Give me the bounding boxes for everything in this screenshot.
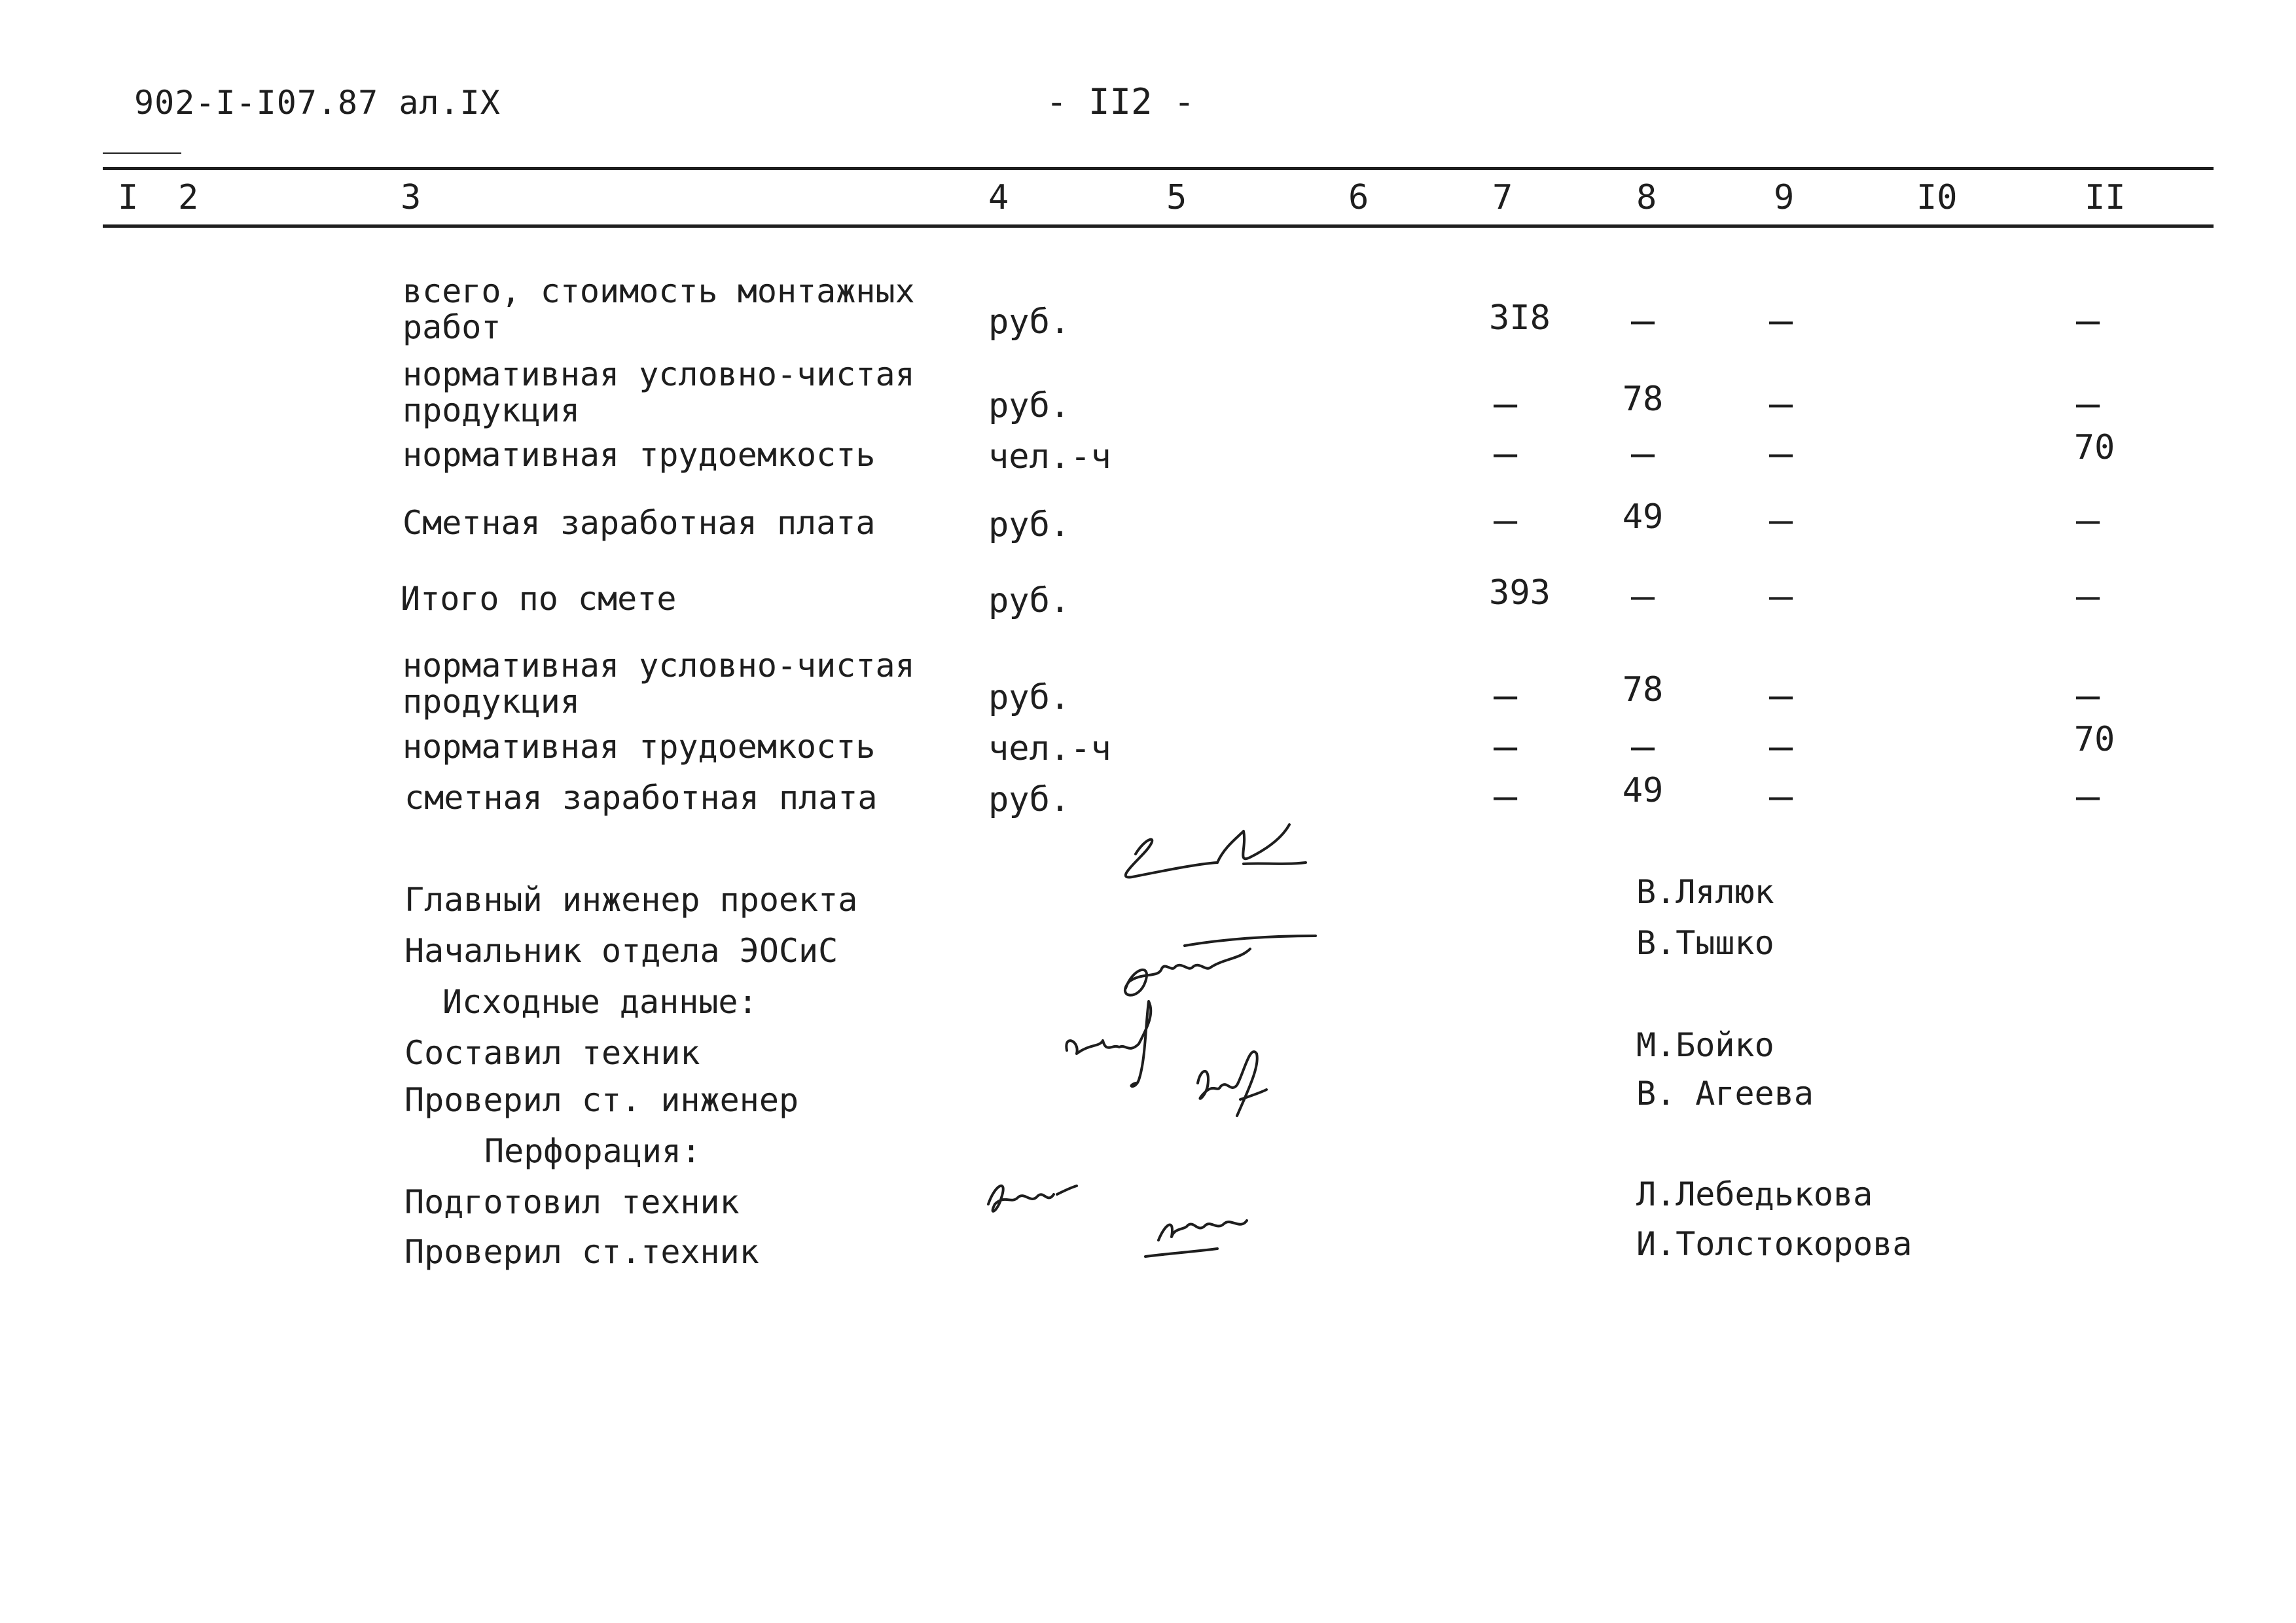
row-unit: руб. xyxy=(988,505,1071,544)
name-ageeva: В. Агеева xyxy=(1636,1075,1814,1113)
column-number: 5 xyxy=(1166,178,1187,217)
row-label: нормативная условно-чистая продукция xyxy=(403,647,915,721)
signature-stroke xyxy=(1066,1001,1151,1086)
signature-stroke xyxy=(1198,1052,1266,1116)
signature-stroke xyxy=(1125,936,1316,995)
cell-col11: – xyxy=(2075,573,2100,619)
role-compiled-by: Составил техник xyxy=(404,1034,700,1072)
cell-col9: – xyxy=(1768,573,1793,619)
cell-col11: – xyxy=(2075,673,2100,719)
row-unit: руб. xyxy=(988,678,1071,717)
row-label: нормативная условно-чистая продукция xyxy=(403,355,915,429)
short-rule xyxy=(103,152,181,154)
cell-col11: 70 xyxy=(2073,720,2115,759)
column-number: 7 xyxy=(1492,178,1513,217)
signature-stroke xyxy=(1145,1221,1247,1257)
document-code: 902-I-I07.87 ал.IX xyxy=(134,84,501,122)
cell-col7: 3I8 xyxy=(1489,298,1551,338)
column-number: II xyxy=(2085,178,2126,217)
section-source-data: Исходные данные: xyxy=(442,983,758,1021)
cell-col9: – xyxy=(1768,431,1793,476)
page-number: - II2 - xyxy=(1046,81,1195,122)
cell-col8: 78 xyxy=(1622,380,1664,419)
cell-col11: 70 xyxy=(2073,428,2115,467)
column-number: 4 xyxy=(988,178,1009,217)
cell-col9: – xyxy=(1768,298,1793,344)
name-lebedkova: Л.Лебедькова xyxy=(1636,1175,1873,1213)
role-chief-engineer: Главный инженер проекта xyxy=(404,881,858,919)
column-number: 2 xyxy=(178,178,199,217)
cell-col8: – xyxy=(1630,298,1655,344)
cell-col9: – xyxy=(1768,673,1793,719)
cell-col9: – xyxy=(1768,724,1793,770)
row-label: сметная заработная плата xyxy=(404,779,878,817)
cell-col7: – xyxy=(1493,673,1518,719)
cell-col8: 49 xyxy=(1622,771,1664,810)
row-unit: руб. xyxy=(988,302,1071,342)
row-unit: руб. xyxy=(988,780,1071,819)
role-checked-by-technician: Проверил ст.техник xyxy=(404,1233,759,1271)
cell-col7: – xyxy=(1493,724,1518,770)
handwritten-signatures xyxy=(949,785,1473,1309)
cell-col7: 393 xyxy=(1489,573,1551,613)
name-tolstokorova: И.Толстокорова xyxy=(1636,1225,1912,1263)
section-perforation: Перфорация: xyxy=(484,1132,702,1170)
row-label: всего, стоимость монтажных работ xyxy=(403,272,915,346)
role-checked-by-engineer: Проверил ст. инженер xyxy=(404,1081,799,1119)
table-top-rule xyxy=(103,167,2214,170)
row-label: нормативная трудоемкость xyxy=(403,728,876,766)
cell-col9: – xyxy=(1768,774,1793,819)
cell-col11: – xyxy=(2075,381,2100,427)
cell-col11: – xyxy=(2075,497,2100,543)
role-department-head: Начальник отдела ЭОСиС xyxy=(404,932,838,970)
cell-col8: 78 xyxy=(1622,670,1664,709)
row-unit: руб. xyxy=(988,386,1071,425)
cell-col9: – xyxy=(1768,497,1793,543)
row-unit: руб. xyxy=(988,581,1071,620)
name-boyko: М.Бойко xyxy=(1636,1026,1774,1064)
row-label: нормативная трудоемкость xyxy=(403,436,876,474)
cell-col9: – xyxy=(1768,381,1793,427)
column-number: 6 xyxy=(1348,178,1369,217)
role-prepared-by: Подготовил техник xyxy=(404,1183,740,1221)
column-number: I0 xyxy=(1916,178,1958,217)
row-unit: чел.-ч xyxy=(988,729,1111,768)
row-unit: чел.-ч xyxy=(988,437,1111,476)
row-label: Итого по смете xyxy=(401,580,677,618)
cell-col7: – xyxy=(1493,381,1518,427)
cell-col7: – xyxy=(1493,431,1518,476)
cell-col8: – xyxy=(1630,573,1655,619)
signature-stroke xyxy=(1126,825,1306,877)
cell-col11: – xyxy=(2075,298,2100,344)
row-label: Сметная заработная плата xyxy=(403,504,876,542)
cell-col8: 49 xyxy=(1622,497,1664,537)
cell-col11: – xyxy=(2075,774,2100,819)
table-header-rule xyxy=(103,224,2214,228)
signature-stroke xyxy=(988,1186,1077,1211)
name-lyalyuk: В.Лялюк xyxy=(1636,873,1774,911)
column-number: 9 xyxy=(1774,178,1795,217)
cell-col8: – xyxy=(1630,724,1655,770)
name-tyshko: В.Тышко xyxy=(1636,924,1774,962)
cell-col7: – xyxy=(1493,774,1518,819)
cell-col8: – xyxy=(1630,431,1655,476)
column-number: 3 xyxy=(401,178,422,217)
column-number: 8 xyxy=(1636,178,1657,217)
cell-col7: – xyxy=(1493,497,1518,543)
column-number: I xyxy=(118,178,139,217)
